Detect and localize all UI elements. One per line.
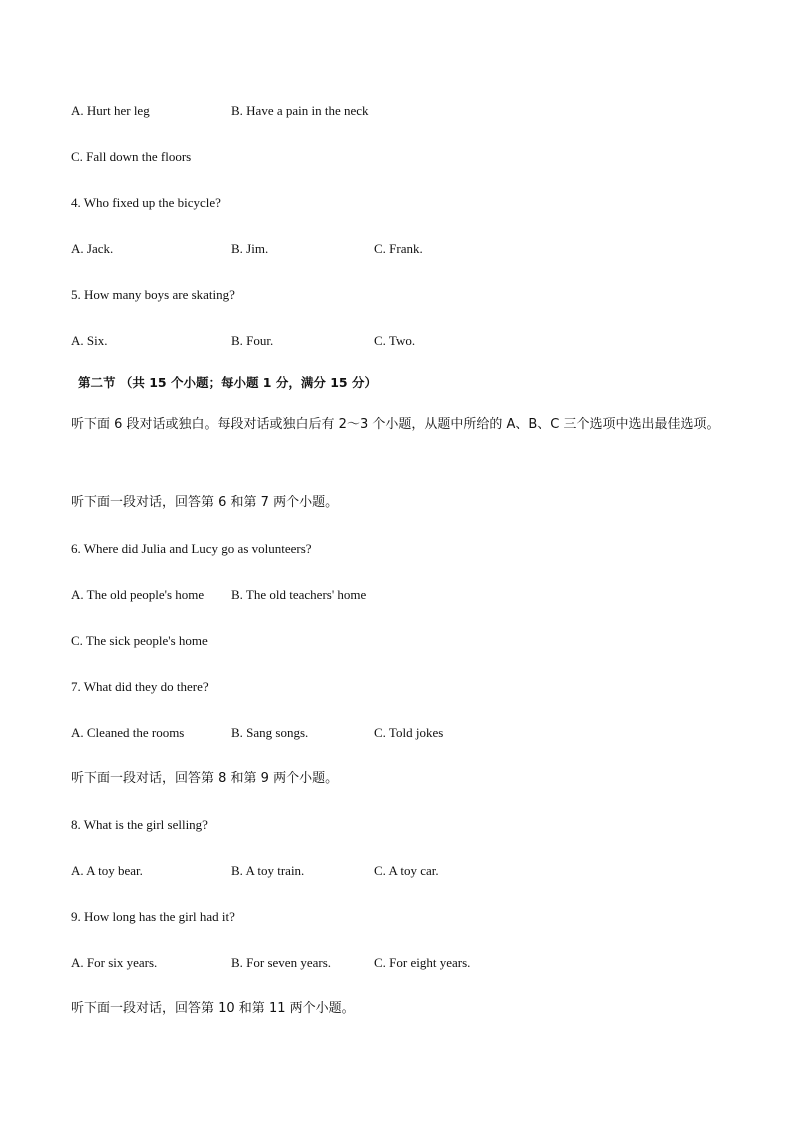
q8-option-b: B. A toy train. (231, 863, 305, 878)
q3-option-a: A. Hurt her leg (71, 103, 150, 118)
q9-options-row (71, 954, 471, 972)
q4-options-row (71, 240, 423, 258)
q8-question: 8. What is the girl selling? (71, 817, 208, 832)
q6-option-a: A. The old people's home (71, 587, 205, 602)
q5-option-a: A. Six. (71, 333, 108, 348)
q4-option-a: A. Jack. (71, 241, 114, 256)
q4-option-b: B. Jim. (231, 241, 269, 256)
q9-option-b: B. For seven years. (231, 955, 332, 970)
q6-options-row (71, 586, 367, 604)
q8-option-c: C. A toy car. (374, 863, 439, 878)
q7-options-row (71, 724, 444, 742)
q3-option-b: B. Have a pain in the neck (231, 103, 369, 118)
q9-question: 9. How long has the girl had it? (71, 909, 235, 924)
q8-option-a: A. A toy bear. (71, 863, 143, 878)
q8-options-row (71, 862, 439, 880)
section-heading: 第二节 （共 15 个小题；每小题 1 分，满分 15 分） (78, 375, 377, 390)
q3-option-c: C. Fall down the floors (71, 149, 192, 164)
q6-option-c: C. The sick people's home (71, 633, 208, 648)
dialog-intro-10-11: 听下面一段对话，回答第 10 和第 11 两个小题。 (71, 1001, 355, 1016)
q5-options-row (71, 332, 416, 350)
q9-option-a: A. For six years. (71, 955, 158, 970)
q5-option-c: C. Two. (374, 333, 416, 348)
q7-option-b: B. Sang songs. (231, 725, 309, 740)
q6-question: 6. Where did Julia and Lucy go as volunteers? (71, 541, 312, 556)
q5-question: 5. How many boys are skating? (71, 287, 235, 302)
q5-option-b: B. Four. (231, 333, 274, 348)
q4-option-c: C. Frank. (374, 241, 423, 256)
q7-option-c: C. Told jokes (374, 725, 444, 740)
dialog-intro-6-7: 听下面一段对话，回答第 6 和第 7 两个小题。 (71, 495, 339, 510)
dialog-intro-8-9: 听下面一段对话，回答第 8 和第 9 两个小题。 (71, 771, 339, 786)
q4-question: 4. Who fixed up the bicycle? (71, 195, 221, 210)
q6-option-b: B. The old teachers' home (231, 587, 367, 602)
q9-option-c: C. For eight years. (374, 955, 471, 970)
q7-option-a: A. Cleaned the rooms (71, 725, 185, 740)
q3-options-row (71, 102, 369, 120)
section-instructions: 听下面 6 段对话或独白。每段对话或独白后有 2～3 个小题，从题中所给的 A、B、C 三个选项中选出最佳选项。 (71, 417, 720, 432)
q7-question: 7. What did they do there? (71, 679, 209, 694)
